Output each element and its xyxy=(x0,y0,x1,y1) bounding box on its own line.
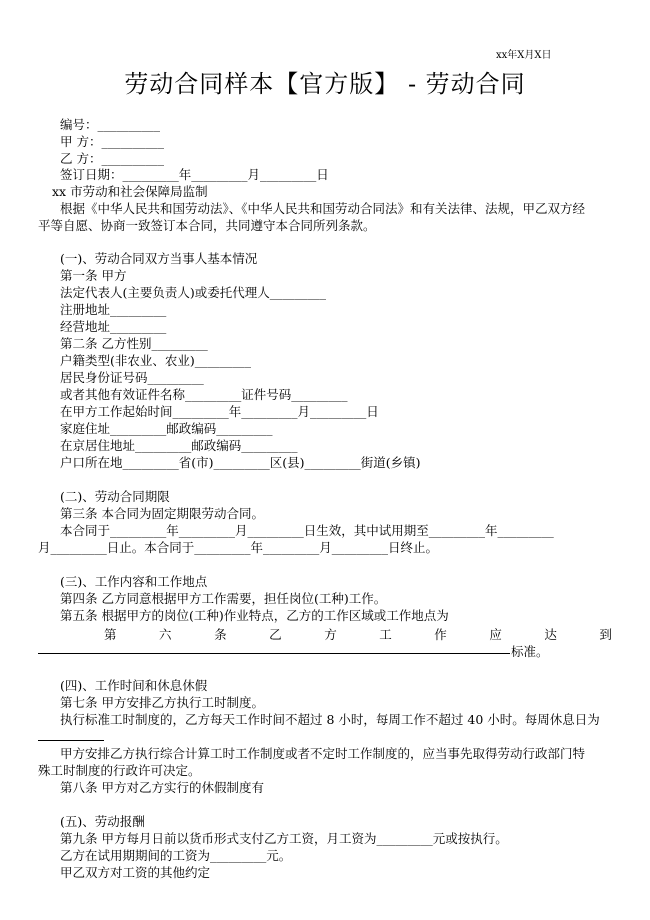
hukou-line: 户口所在地_________省(市)_________区(县)_________街道(乡镇) xyxy=(60,455,421,470)
preamble-line-1: 根据《中华人民共和国劳动法》、《中华人民共和国劳动合同法》和有关法律、法规，甲乙双方经 xyxy=(60,201,586,216)
party-b-line: 乙 方：__________ xyxy=(60,151,164,166)
contract-number-line: 编号：__________ xyxy=(60,117,161,132)
article-7: 第七条 甲方安排乙方执行工时制度。 xyxy=(60,695,264,710)
spread-char: 应 xyxy=(489,627,502,642)
section-5-heading: (五)、劳动报酬 xyxy=(60,814,145,829)
start-date-line: 在甲方工作起始时间_________年_________月_________日 xyxy=(60,404,379,419)
beijing-address-line: 在京居住地址_________邮政编码_________ xyxy=(60,438,298,453)
legal-rep-line: 法定代表人(主要负责人)或委托代理人_________ xyxy=(60,285,327,300)
section-4-heading: (四)、工作时间和休息休假 xyxy=(60,678,208,693)
other-id-line: 或者其他有效证件名称_________证件号码_________ xyxy=(60,387,348,402)
supervisor-line: xx 市劳动和社会保障局监制 xyxy=(52,184,208,199)
article-5: 第五条 根据甲方的岗位(工种)作业特点，乙方的工作区域或工作地点为 xyxy=(60,608,449,623)
comprehensive-hours-line-2: 殊工时制度的行政许可决定。 xyxy=(38,763,201,778)
article-6-fill-line xyxy=(38,641,510,654)
spread-char: 作 xyxy=(434,627,447,642)
document-date: xx年X月X日 xyxy=(496,50,552,61)
registered-address-line: 注册地址_________ xyxy=(60,302,167,317)
comprehensive-hours-line-1: 甲方安排乙方执行综合计算工时工作制度或者不定时工作制度的，应当事先取得劳动行政部门特 xyxy=(60,746,586,761)
spread-char: 工 xyxy=(379,627,392,642)
article-3: 第三条 本合同为固定期限劳动合同。 xyxy=(60,506,264,521)
article-1: 第一条 甲方 xyxy=(60,268,127,283)
home-address-line: 家庭住址_________邮政编码_________ xyxy=(60,421,273,436)
article-2-gender: 第二条 乙方性别_________ xyxy=(60,336,208,351)
spread-char: 第 xyxy=(104,627,117,642)
document-title: 劳动合同样本【官方版】 - 劳动合同 xyxy=(124,70,526,98)
sign-date-line: 签订日期：_________年_________月_________日 xyxy=(60,167,329,182)
spread-char: 到 xyxy=(599,627,612,642)
spread-char: 乙 xyxy=(269,627,282,642)
spread-char: 方 xyxy=(324,627,337,642)
article-4: 第四条 乙方同意根据甲方工作需要，担任岗位(工种)工作。 xyxy=(60,591,387,606)
article-9: 第九条 甲方每月日前以货币形式支付乙方工资，月工资为_________元或按执行。 xyxy=(60,831,508,846)
section-1-heading: (一)、劳动合同双方当事人基本情况 xyxy=(60,251,258,266)
standard-hours-line: 执行标准工时制度的，乙方每天工作时间不超过 8 小时，每周工作不超过 40 小时。每周休息日为 xyxy=(60,712,600,727)
party-a-line: 甲 方：__________ xyxy=(60,134,164,149)
article-6-standard: 标准。 xyxy=(511,644,549,659)
section-3-heading: (三)、工作内容和工作地点 xyxy=(60,574,208,589)
household-type-line: 户籍类型(非农业、农业)_________ xyxy=(60,353,252,368)
spread-char: 条 xyxy=(214,627,227,642)
term-line-2: 月_________日止。本合同于_________年_________月_________日终止。 xyxy=(38,540,439,555)
spread-char: 达 xyxy=(544,627,557,642)
probation-wage-line: 乙方在试用期期间的工资为_________元。 xyxy=(60,848,292,863)
preamble-line-2: 平等自愿、协商一致签订本合同，共同遵守本合同所列条款。 xyxy=(38,218,376,233)
id-number-line: 居民身份证号码_________ xyxy=(60,370,204,385)
article-8: 第八条 甲方对乙方实行的休假制度有 xyxy=(60,780,264,795)
section-2-heading: (二)、劳动合同期限 xyxy=(60,489,170,504)
term-line-1: 本合同于_________年_________月_________日生效，其中试用期至_________年_________ xyxy=(60,523,554,538)
spread-char: 六 xyxy=(159,627,172,642)
rest-day-fill-line xyxy=(38,728,104,741)
other-wage-line: 甲乙双方对工资的其他约定 xyxy=(60,865,211,880)
business-address-line: 经营地址_________ xyxy=(60,319,167,334)
